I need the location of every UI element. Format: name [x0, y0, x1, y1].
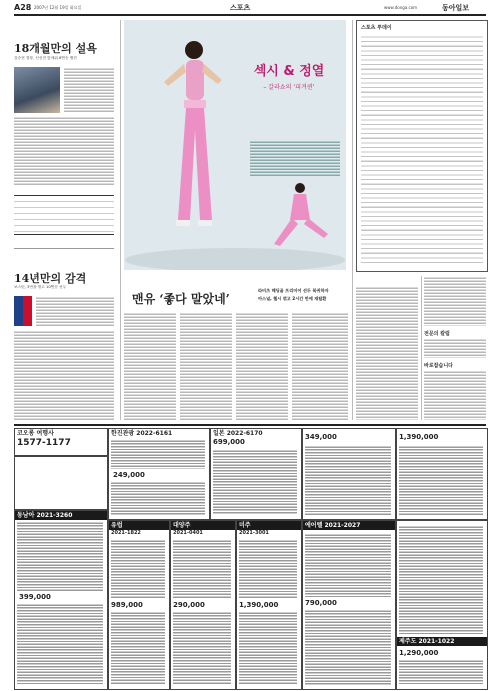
- left-top-body-2: [14, 116, 114, 186]
- corrections-title: 바로잡습니다: [424, 363, 453, 369]
- ad-promo-1: [302, 428, 396, 520]
- ad-airtel: [302, 520, 396, 690]
- ad-kolon: [14, 428, 108, 456]
- ad-america: [236, 520, 302, 690]
- notice-body: [424, 276, 486, 326]
- ad-promo-1-price: 349,000: [305, 433, 337, 441]
- ad-kolon-list: [14, 456, 108, 510]
- ad-america-price: 1,390,000: [239, 601, 279, 609]
- left-top-subtitle: 김승현 결장, 신선진 앞세워 6연승 행진: [14, 56, 77, 60]
- paper-logo: 동아일보: [442, 4, 470, 12]
- main-deck-1: 라비츠 헤딩골 프리미어 선두 복귀하자: [258, 288, 329, 293]
- feature-title: 섹시 & 정열: [253, 64, 325, 79]
- ad-oceania: [170, 520, 236, 690]
- feature-subtitle: – 갈라쇼의 ‘피겨퀸’: [263, 84, 315, 91]
- left-bottom-body: [36, 296, 114, 326]
- corrections-body: [424, 370, 486, 420]
- ad-oceania-tel: 2021-0401: [173, 530, 203, 536]
- ad-europe: [108, 520, 170, 690]
- ad-hanjin-title: 한진관광 2022-6161: [111, 430, 173, 437]
- left-top-headline: 18개월만의 설욕: [14, 42, 97, 55]
- main-deck-2: 아스널, 첼시 꺾고 2시간 만에 재탈환: [258, 296, 327, 301]
- ad-europe-title: 유럽: [109, 521, 169, 530]
- ad-airtel-title: 에어텔 2021-2027: [303, 521, 395, 530]
- left-bottom-subtitle: 보스턴, 3번을 꺾고 10연승 선두: [14, 285, 67, 289]
- ad-kolon-title: 코오롱 여행사: [17, 430, 54, 437]
- main-body-col-1: [124, 312, 176, 420]
- ad-promo-2: [396, 428, 488, 520]
- ad-japan: [210, 428, 302, 520]
- right-top-box: [356, 20, 488, 272]
- ad-america-tel: 2021-3001: [239, 530, 269, 536]
- feature-photo: [124, 20, 346, 270]
- ad-hanjin: [108, 428, 210, 520]
- page-header: [14, 3, 486, 13]
- paper-url: www.donga.com: [384, 5, 418, 10]
- ad-europe-tel: 2021-1822: [111, 530, 141, 536]
- ad-jeju-title: 제주도 2021-1022: [397, 637, 487, 646]
- left-top-photo: [14, 67, 60, 113]
- notice-body-2: [424, 338, 486, 358]
- main-body-col-4: [292, 312, 348, 420]
- ad-japan-price: 699,000: [213, 438, 245, 446]
- ad-japan-title: 일본 2022-6170: [213, 430, 263, 437]
- main-body-col-3: [236, 312, 288, 420]
- nba-logo: [14, 296, 32, 326]
- briefing-label: [356, 276, 418, 284]
- left-bottom-body-2: [14, 330, 114, 420]
- ad-dongnam-price: 399,000: [19, 593, 51, 601]
- ad-dongnam-title: 동남아 2021-3260: [15, 511, 107, 520]
- ad-jeju: [396, 520, 488, 690]
- briefing-body: [356, 286, 418, 420]
- ad-kolon-tel: 1577-1177: [17, 438, 71, 448]
- right-score-table: [361, 33, 483, 265]
- ad-jeju-price: 1,290,000: [399, 649, 439, 657]
- notice-title: 전문의 칼럼: [424, 331, 450, 337]
- ad-oceania-title: 대양주: [171, 521, 235, 530]
- right-col-title: 스포츠 투데이: [361, 25, 392, 31]
- left-bottom-headline: 14년만의 감격: [14, 272, 87, 285]
- ad-oceania-price: 290,000: [173, 601, 205, 609]
- ad-hanjin-price: 249,000: [113, 471, 145, 479]
- ad-america-title: 미주: [237, 521, 301, 530]
- left-top-body: [64, 67, 114, 113]
- page-date: 2007년 12월 19일 화요일: [34, 5, 82, 10]
- feature-caption: [250, 140, 340, 176]
- main-body-col-2: [180, 312, 232, 420]
- ad-europe-price: 989,000: [111, 601, 143, 609]
- main-headline: 맨유 ‘좋다 말았네’: [132, 292, 230, 306]
- ad-airtel-price: 790,000: [305, 599, 337, 607]
- section-title: 스포츠: [230, 4, 251, 12]
- page-number: A28: [14, 3, 32, 12]
- ad-promo-2-price: 1,390,000: [399, 433, 439, 441]
- score-table: [14, 195, 114, 235]
- ad-dongnam: [14, 510, 108, 690]
